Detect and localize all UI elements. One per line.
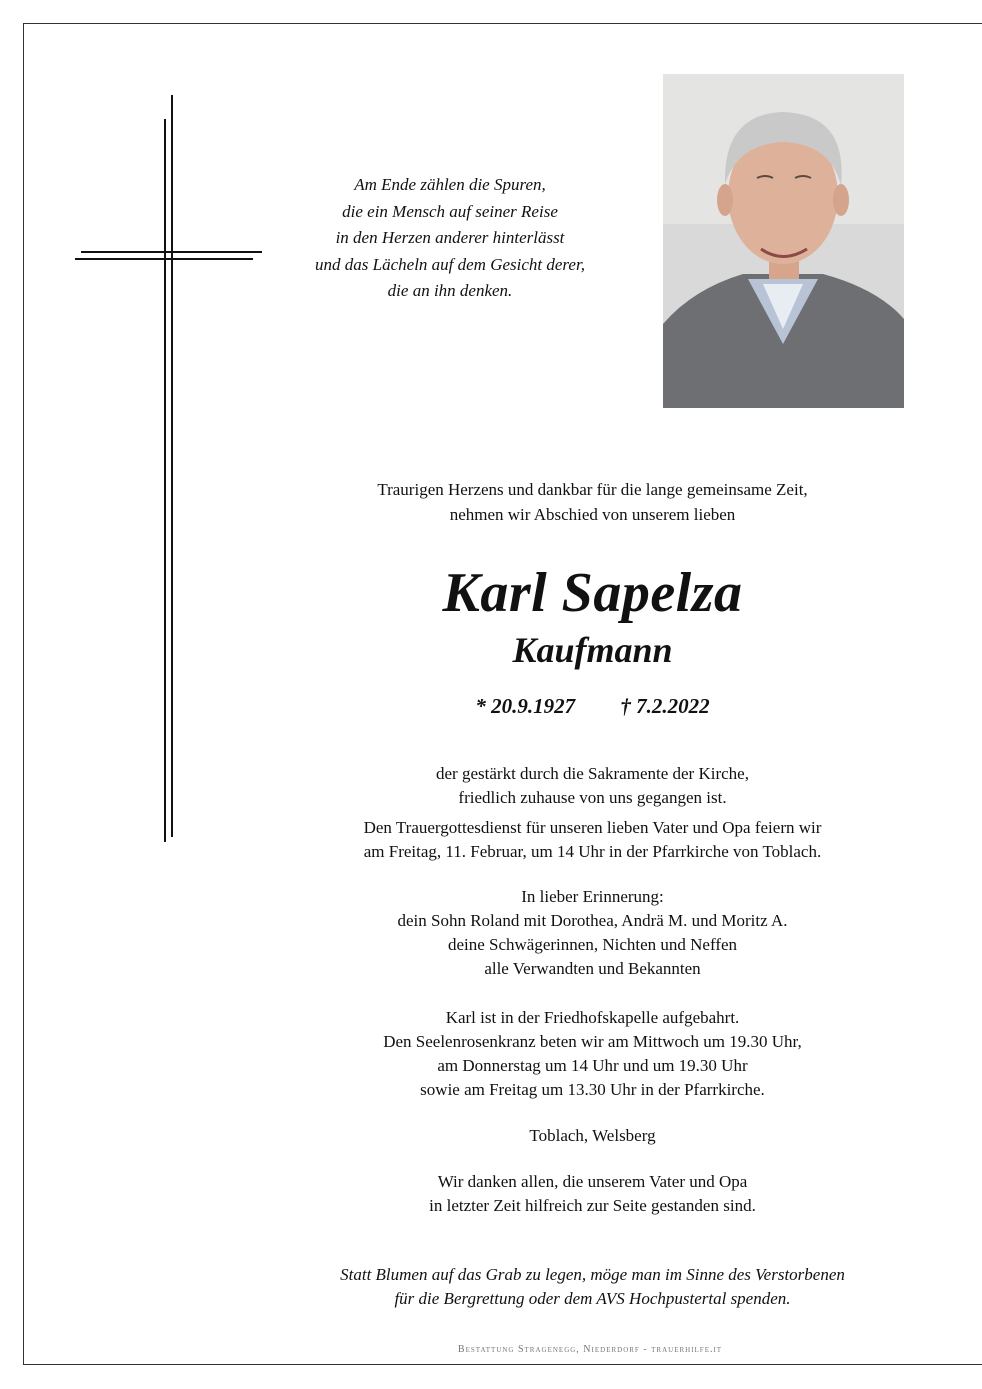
motto-line: die ein Mensch auf seiner Reise [342, 201, 558, 221]
death-date: † 7.2.2022 [620, 694, 710, 718]
thanks-text [290, 1170, 895, 1218]
flowers-note [290, 1263, 895, 1311]
service-line: am Freitag, 11. Februar, um 14 Uhr in der Pfarrkirche von Toblach. [363, 842, 822, 861]
wake-line: am Donnerstag um 14 Uhr und um 19.30 Uhr [437, 1056, 748, 1075]
motto-line: und das Lächeln auf dem Gesicht derer, [315, 254, 585, 274]
portrait-photo [663, 74, 904, 408]
flowers-line: für die Bergrettung oder dem AVS Hochpustertal spenden. [394, 1289, 791, 1308]
passing-line: friedlich zuhause von uns gegangen ist. [458, 788, 727, 807]
service-line: Den Trauergottesdienst für unseren lieben Vater und Opa feiern wir [363, 818, 822, 837]
mourners-line: In lieber Erinnerung: [521, 887, 664, 906]
thanks-line: in letzter Zeit hilfreich zur Seite gestanden sind. [429, 1196, 756, 1215]
deceased-name: Karl Sapelza [442, 562, 743, 624]
passing-line: der gestärkt durch die Sakramente der Kirche, [436, 764, 749, 783]
footer-credit: Bestattung Stragenegg, Niederdorf - trauerhilfe.it [457, 1344, 723, 1355]
wake-line: Karl ist in der Friedhofskapelle aufgebahrt. [445, 1008, 740, 1027]
mourners-line: dein Sohn Roland mit Dorothea, Andrä M. und Moritz A. [397, 911, 788, 930]
life-dates [290, 692, 895, 720]
thanks-line: Wir danken allen, die unserem Vater und Opa [437, 1172, 748, 1191]
flowers-line: Statt Blumen auf das Grab zu legen, möge man im Sinne des Verstorbenen [340, 1265, 845, 1284]
motto-line: Am Ende zählen die Spuren, [354, 175, 546, 194]
passing-text [290, 762, 895, 810]
mourners-line: alle Verwandten und Bekannten [484, 959, 701, 978]
mourners-line: deine Schwägerinnen, Nichten und Neffen [447, 935, 738, 954]
intro-line: Traurigen Herzens und dankbar für die lange gemeinsame Zeit, [377, 480, 808, 499]
intro-text [290, 477, 895, 527]
motto-line: die an ihn denken. [387, 281, 513, 300]
memorial-motto [300, 172, 600, 305]
intro-line: nehmen wir Abschied von unserem lieben [449, 505, 736, 524]
service-text [290, 816, 895, 864]
mourners-list [290, 885, 895, 981]
wake-text [290, 1006, 895, 1102]
place-text: Toblach, Welsberg [529, 1126, 656, 1145]
wake-line: Den Seelenrosenkranz beten wir am Mittwoch um 19.30 Uhr, [383, 1032, 802, 1051]
motto-line: in den Herzen anderer hinterlässt [335, 228, 565, 247]
birth-date: * 20.9.1927 [475, 694, 576, 718]
wake-line: sowie am Freitag um 13.30 Uhr in der Pfarrkirche. [420, 1080, 765, 1099]
deceased-profession: Kaufmann [512, 630, 673, 670]
